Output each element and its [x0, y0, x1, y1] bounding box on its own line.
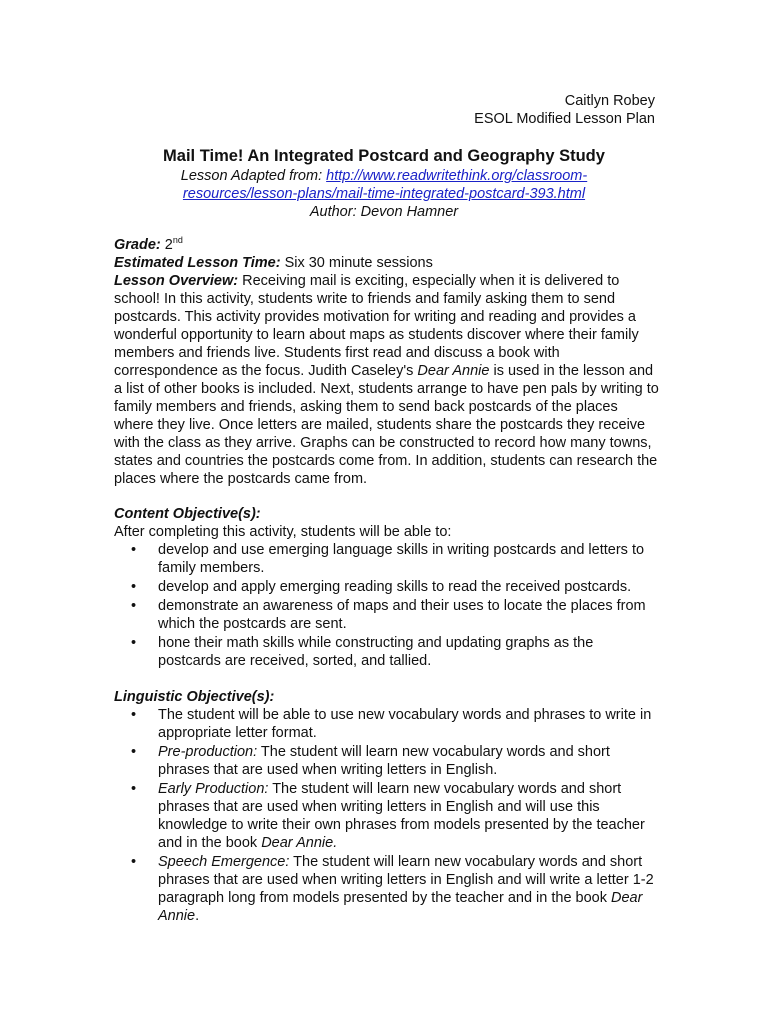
source-author: Author: Devon Hamner: [309, 204, 459, 220]
overview-text-2: is used in the lesson and a list of other books is included. Next, students arrange to have pen pals by writing to family members and friends, asking them to send back postcards of the places where they live. Once letters are mailed, students share the postcards they receive with the class as they arrive. Graphs can be constructed to record how many towns, states and countries the postcards come from. In addition, students can research the places where the postcards came from.: [114, 363, 659, 487]
adapted-label: Lesson Adapted from:: [180, 168, 323, 184]
bullet-icon: •: [131, 781, 137, 797]
bullet-icon: •: [131, 707, 137, 723]
list-item: [131, 541, 659, 577]
list-item-text: develop and use emerging language skills in writing postcards and letters to family members.: [158, 542, 645, 576]
list-item: [131, 578, 659, 596]
content-objectives-intro: After completing this activity, students will be able to:: [114, 524, 452, 540]
list-item-text: hone their math skills while constructing and updating graphs as the postcards are received, sorted, and tallied.: [158, 635, 594, 669]
bullet-icon: •: [131, 598, 137, 614]
list-item: [131, 743, 659, 779]
author-name: Caitlyn Robey: [564, 93, 655, 109]
source-link-part2[interactable]: resources/lesson-plans/mail-time-integrated-postcard-393.html: [182, 186, 586, 202]
list-item-book: Dear Annie: [158, 890, 643, 924]
list-item: [131, 853, 659, 925]
time-line: [114, 254, 659, 272]
bullet-icon: •: [131, 579, 137, 595]
spacer: [114, 488, 659, 505]
list-item-end: .: [195, 908, 200, 924]
source-link-part1[interactable]: http://www.readwritethink.org/classroom-: [326, 168, 588, 184]
grade-label: Grade:: [114, 237, 161, 253]
author-block: [474, 92, 655, 128]
list-item: [131, 706, 659, 742]
linguistic-objectives-heading: Linguistic Objective(s):: [114, 689, 275, 705]
bullet-icon: •: [131, 744, 137, 760]
overview-paragraph: [114, 272, 659, 488]
list-item: [131, 780, 659, 852]
content-objectives-heading: Content Objective(s):: [114, 506, 261, 522]
spacer: [114, 671, 659, 688]
list-item-label: Early Production:: [158, 781, 269, 797]
lesson-title: Mail Time! An Integrated Postcard and Geography Study: [163, 147, 605, 165]
bullet-icon: •: [131, 635, 137, 651]
linguistic-objectives-list: [114, 706, 659, 925]
bullet-icon: •: [131, 542, 137, 558]
grade-value: 2: [164, 237, 173, 253]
time-value: Six 30 minute sessions: [284, 255, 433, 271]
grade-line: [114, 236, 659, 254]
overview-label: Lesson Overview:: [114, 273, 239, 289]
list-item-text: The student will learn new vocabulary words and short phrases that are used when writing letters in English and will write a letter 1-2 paragraph long from models presented by the teacher and in the book: [158, 854, 654, 906]
list-item: [131, 597, 659, 633]
list-item-label: Speech Emergence:: [158, 854, 290, 870]
document-type: ESOL Modified Lesson Plan: [474, 111, 655, 127]
content-objectives-list: [114, 541, 659, 670]
adapted-line: [0, 167, 768, 185]
grade-suffix: nd: [172, 235, 183, 245]
list-item-book: Dear Annie.: [261, 835, 338, 851]
bullet-icon: •: [131, 854, 137, 870]
list-item-text: demonstrate an awareness of maps and their uses to locate the places from which the postcards are sent.: [158, 598, 646, 632]
overview-text-1: Receiving mail is exciting, especially when it is delivered to school! In this activity, students write to friends and family asking them to send postcards. This activity provides motivation for writing and reading and provides a wonderful opportunity to learn about maps as students discover where their family members and friends live. Students first read and discuss a book with correspondence as the focus. Judith Caseley's: [114, 273, 639, 379]
list-item-label: Pre-production:: [158, 744, 258, 760]
lesson-body: [114, 236, 659, 926]
source-block: [0, 167, 768, 221]
adapted-line-2: [0, 185, 768, 203]
list-item-text: develop and apply emerging reading skills to read the received postcards.: [158, 579, 632, 595]
time-label: Estimated Lesson Time:: [114, 255, 281, 271]
list-item: [131, 634, 659, 670]
list-item-text: The student will learn new vocabulary words and short phrases that are used when writing letters in English.: [158, 744, 610, 778]
list-item-text: The student will be able to use new vocabulary words and phrases to write in appropriate letter format.: [158, 707, 652, 741]
list-item-text: The student will learn new vocabulary words and short phrases that are used when writing letters in English and will use this knowledge to write their own phrases from models presented by the teacher and in the book: [158, 781, 645, 851]
overview-book-title: Dear Annie: [417, 363, 490, 379]
